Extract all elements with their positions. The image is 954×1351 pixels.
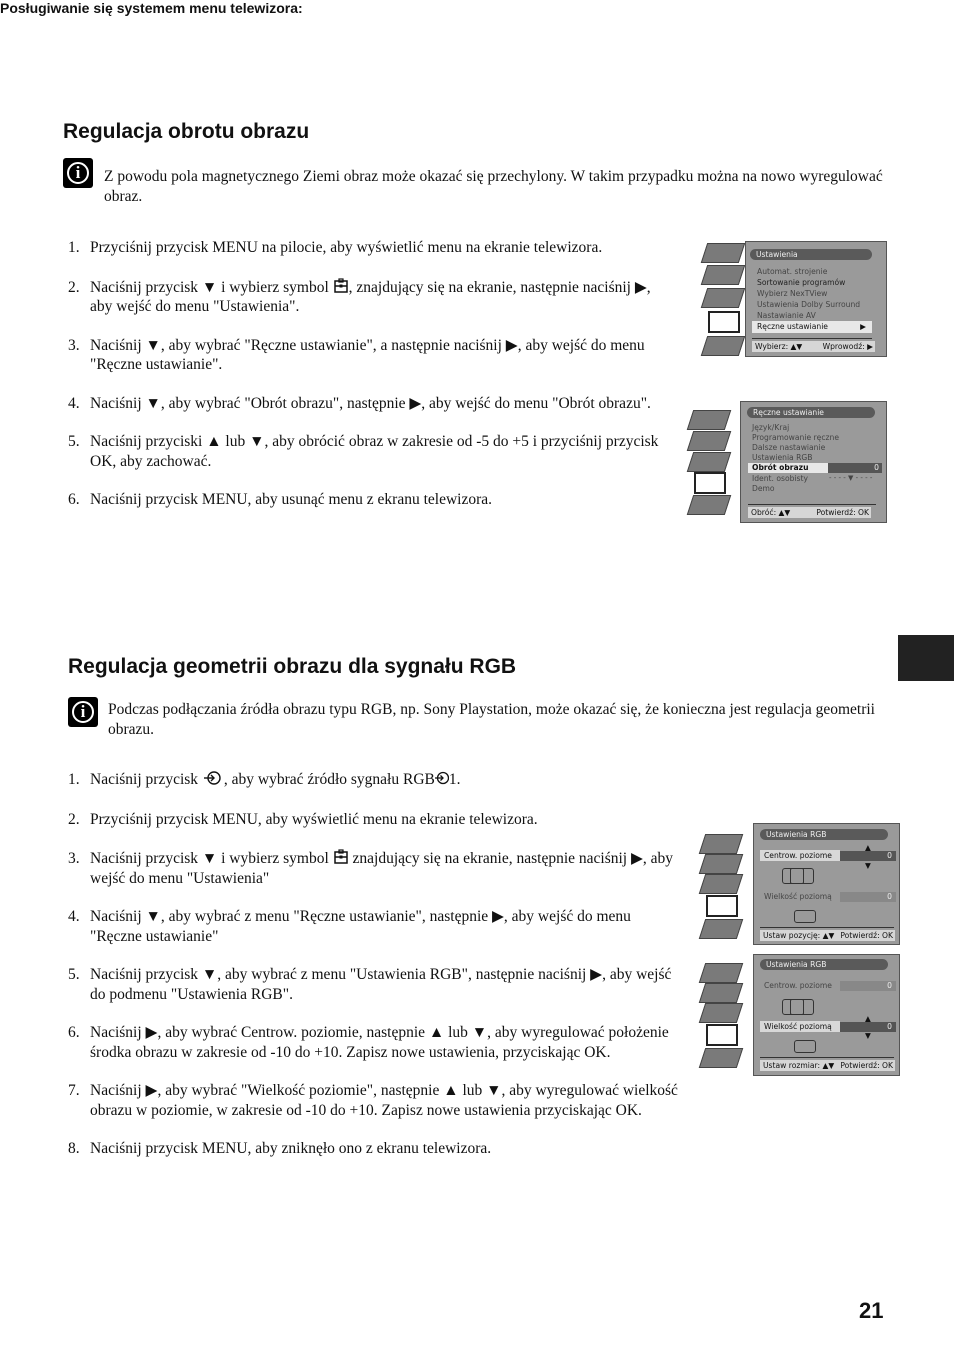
section1-note: Z powodu pola magnetycznego Ziemi obraz może okazać się przechylony. W takim przypadku można na nowo wyregulować obraz. — [104, 168, 883, 205]
picture-icon — [701, 243, 745, 263]
step-item: 6. Naciśnij przycisk MENU, aby usunąć menu z ekranu telewizora. — [68, 491, 493, 508]
menu-panel — [740, 401, 887, 523]
toolbox-icon — [333, 849, 349, 865]
teletext-icon — [699, 1048, 743, 1068]
features-icon — [699, 1003, 743, 1023]
menu-screen-rgb-center — [700, 822, 899, 944]
menu-item: Programowanie ręczne — [752, 433, 839, 442]
step-item: 5. Naciśnij przyciski ▲ lub ▼, aby obrócić obraz w zakresie od -5 do +5 i przyciśnij przycisk OK, aby zachować. — [68, 433, 659, 470]
section1-steps — [68, 238, 668, 510]
section1-title: Regulacja obrotu obrazu — [63, 120, 310, 143]
menu-panel — [745, 241, 887, 357]
menu-title: Ustawienia RGB — [760, 829, 888, 840]
step-item: 1. Przyciśnij przycisk MENU na pilocie, aby wyświetlić menu na ekranie telewizora. — [68, 239, 603, 256]
toolbox-icon — [706, 1024, 738, 1046]
down-arrow-icon: ▼ — [865, 861, 871, 870]
picture-icon — [699, 834, 743, 854]
value-box: 0 — [840, 892, 896, 902]
section2-steps — [68, 770, 686, 1159]
menu-item-selected: Obrót obrazu 0 — [748, 463, 882, 473]
menu-item: Centrow. poziome — [764, 981, 832, 990]
menu-item: Wybierz NexTView — [757, 289, 828, 298]
menu-item-selected: Wielkość poziomą — [760, 1021, 840, 1032]
size-frame-icon — [794, 1040, 816, 1053]
teletext-icon — [687, 495, 731, 515]
menu-item: Nastawianie AV — [757, 311, 816, 320]
picture-icon — [687, 410, 731, 430]
menu-title: Ustawienia RGB — [760, 959, 888, 970]
step-item: 2. Przyciśnij przycisk MENU, aby wyświetlić menu na ekranie telewizora. — [68, 810, 538, 828]
menu-item: Ustawienia RGB — [752, 453, 813, 462]
size-frame-icon — [794, 910, 816, 923]
sound-icon — [687, 431, 731, 451]
up-arrow-icon: ▲ — [865, 843, 871, 852]
menu-footer: Wybierz: ▲▼ Wprowodź: ▶ — [752, 341, 875, 352]
menu-item: Wielkość poziomą — [764, 892, 832, 901]
step-item: 6. Naciśnij ▶, aby wybrać Centrow. poziomie, następnie ▲ lub ▼, aby wyregulować położenie środka obrazu w zakresie od -10 do +10. Zapisz nowe ustawienia, przyciskając OK. — [68, 1024, 669, 1061]
input-source-icon — [202, 770, 224, 786]
menu-item-selected: Ręczne ustawianie ▶ — [752, 321, 872, 333]
menu-item: Język/Kraj — [752, 423, 790, 432]
info-icon: i — [68, 697, 98, 727]
menu-screen-rgb-size — [700, 953, 899, 1075]
up-arrow-icon: ▲ — [865, 1014, 871, 1023]
menu-item: Automat. strojenie — [757, 267, 828, 276]
menu-item: Ident. osobisty — [752, 474, 808, 483]
value-box: 0 — [840, 981, 896, 991]
menu-panel — [753, 954, 900, 1076]
page-number: 21 — [859, 1298, 884, 1323]
menu-screen-manual — [688, 400, 886, 522]
value-box: 0 — [840, 851, 896, 861]
sound-icon — [701, 265, 745, 285]
menu-item-selected: Centrow. poziome — [760, 850, 840, 861]
menu-icon-column — [702, 240, 746, 356]
picture-icon — [699, 963, 743, 983]
step-item: 8. Naciśnij przycisk MENU, aby zniknęło ono z ekranu telewizora. — [68, 1140, 492, 1157]
menu-icon-column — [688, 400, 732, 522]
menu-title: Ręczne ustawianie — [747, 407, 875, 418]
menu-panel — [753, 823, 900, 945]
ident-dashes: - - - - ▼ - - - - — [829, 474, 873, 482]
sound-icon — [699, 854, 743, 874]
menu-footer: Ustaw rozmiar: ▲▼ Potwierdź: OK — [760, 1060, 895, 1071]
section2-note: Podczas podłączania źródła obrazu typu RGB, np. Sony Playstation, może okazać się, że konieczna jest regulacja geometrii obrazu. — [108, 701, 875, 738]
menu-icon-column — [700, 953, 744, 1075]
menu-footer: Obróć: ▲▼ Potwierdź: OK — [748, 507, 871, 518]
teletext-icon — [699, 919, 743, 939]
menu-title: Ustawienia — [750, 249, 872, 260]
step-item: 3. Naciśnij ▼, aby wybrać "Ręczne ustawianie", a następnie naciśnij ▶, aby wejść do menu "Ręczne ustawianie". — [68, 336, 645, 373]
toolbox-icon — [694, 472, 726, 494]
menu-item: Sortowanie programów — [757, 278, 846, 287]
menu-item: Demo — [752, 484, 775, 493]
features-icon — [687, 452, 731, 472]
step-item: 2. Naciśnij przycisk ▼ i wybierz symbol , znajdujący się na ekranie, następnie naciśnij ▶, aby wejść do menu "Ustawienia". — [68, 278, 651, 315]
step-item: 5. Naciśnij przycisk ▼, aby wybrać z menu "Ustawienia RGB", następnie naciśnij ▶, aby wejść do podmenu "Ustawienia RGB". — [68, 966, 672, 1003]
menu-screen-settings — [702, 240, 886, 356]
menu-item: Ustawienia Dolby Surround — [757, 300, 861, 309]
step-item: 7. Naciśnij ▶, aby wybrać "Wielkość poziomie", następnie ▲ lub ▼, aby wyregulować wielkość obrazu w poziomie, w zakresie od -10 do +10. Zapisz nowe ustawienia przyciskając OK. — [68, 1082, 678, 1119]
input-source-icon — [435, 770, 449, 786]
toolbox-icon — [708, 311, 740, 333]
teletext-icon — [701, 336, 745, 356]
language-tab-marker — [898, 635, 954, 681]
down-arrow-icon: ▼ — [865, 1031, 871, 1040]
step-item: 3. Naciśnij przycisk ▼ i wybierz symbol znajdujący się na ekranie, następnie naciśnij ▶, aby wejść do menu "Ustawienia" — [68, 850, 674, 887]
menu-footer: Ustaw pozycję: ▲▼ Potwierdź: OK — [760, 930, 895, 941]
sound-icon — [699, 983, 743, 1003]
step-item: 1. Naciśnij przycisk , aby wybrać źródło sygnału RGB 1. — [68, 771, 461, 788]
menu-item: Dalsze nastawianie — [752, 443, 826, 452]
running-header: Posługiwanie się systemem menu telewizora: — [0, 0, 303, 16]
section2-title: Regulacja geometrii obrazu dla sygnału RGB — [68, 655, 517, 678]
toolbox-icon — [333, 278, 349, 294]
features-icon — [699, 874, 743, 894]
step-item: 4. Naciśnij ▼, aby wybrać "Obrót obrazu", następnie ▶, aby wejść do menu "Obrót obrazu". — [68, 394, 651, 412]
info-icon: i — [63, 158, 93, 188]
toolbox-icon — [706, 895, 738, 917]
value-box: 0 — [840, 1022, 896, 1032]
step-item: 4. Naciśnij ▼, aby wybrać z menu "Ręczne ustawianie", następnie ▶, aby wejść do menu "Ręczne ustawianie" — [68, 908, 631, 945]
menu-icon-column — [700, 822, 744, 944]
features-icon — [701, 288, 745, 308]
